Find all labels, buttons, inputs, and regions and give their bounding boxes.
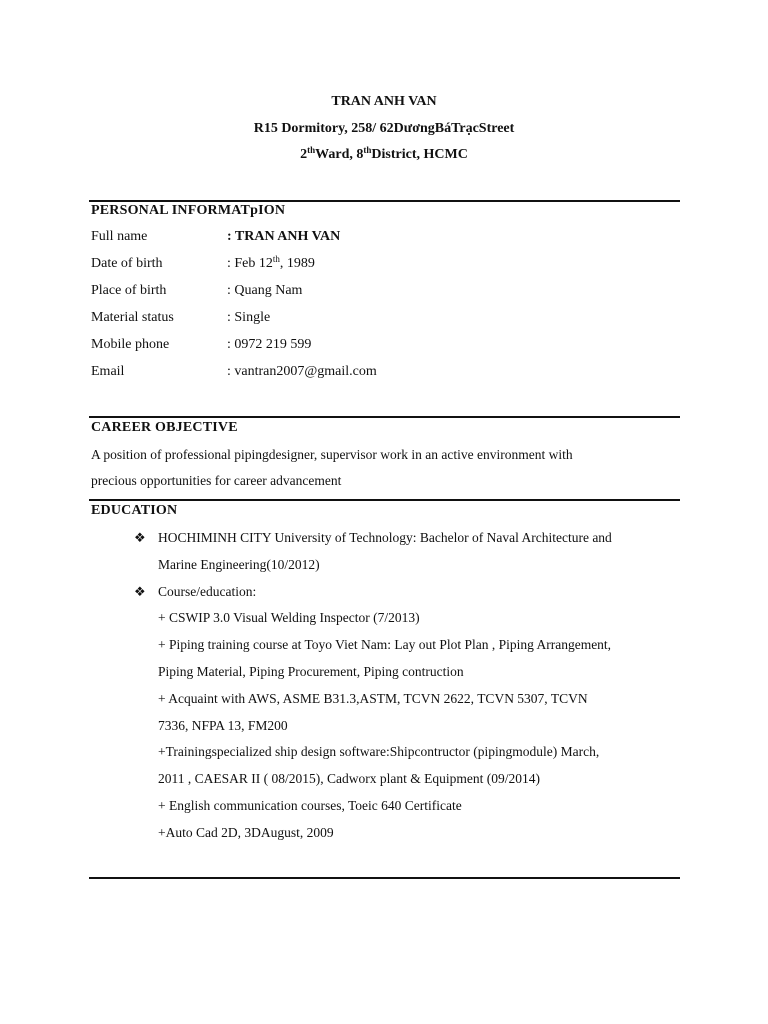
email-value: : vantran2007@gmail.com — [227, 364, 377, 379]
divider — [89, 877, 680, 879]
mobile-value: : 0972 219 599 — [227, 337, 312, 352]
marital-status-label: Material status — [91, 310, 174, 325]
district-suffix: th — [363, 145, 372, 155]
ward-suffix: th — [307, 145, 316, 155]
full-name-label: Full name — [91, 229, 148, 244]
email-label: Email — [91, 364, 125, 379]
address-line-2 — [0, 147, 768, 163]
mobile-label: Mobile phone — [91, 337, 170, 352]
education-heading: EDUCATION — [91, 503, 178, 518]
diamond-bullet-icon: ❖ — [134, 530, 146, 545]
pob-value: : Quang Nam — [227, 283, 303, 298]
dob-label: Date of birth — [91, 256, 163, 271]
dob-year: , 1989 — [279, 256, 315, 271]
marital-status-value: : Single — [227, 310, 271, 325]
ward-number: 2 — [300, 147, 308, 162]
career-objective-line: A position of professional pipingdesigner, supervisor work in an active environment with — [91, 447, 573, 462]
education-item: HOCHIMINH CITY University of Technology: Bachelor of Naval Architecture and — [158, 530, 612, 545]
personal-info-heading: PERSONAL INFORMATpION — [91, 203, 286, 218]
career-objective-line: precious opportunities for career advancement — [91, 473, 342, 488]
full-name-value: : TRAN ANH VAN — [227, 229, 341, 244]
ward-text: Ward, 8 — [315, 147, 364, 162]
course-line: + English communication courses, Toeic 640 Certificate — [158, 798, 462, 813]
course-line: + Acquaint with AWS, ASME B31.3,ASTM, TCVN 2622, TCVN 5307, TCVN — [158, 691, 588, 706]
district-text: District, HCMC — [371, 147, 468, 162]
career-objective-heading: CAREER OBJECTIVE — [91, 420, 238, 435]
education-item-continued: Marine Engineering(10/2012) — [158, 557, 320, 572]
address-line-1: R15 Dormitory, 258/ 62DươngBáTrạcStreet — [253, 121, 515, 136]
dob-suffix: th — [272, 254, 280, 264]
pob-label: Place of birth — [91, 283, 167, 298]
course-line: Piping Material, Piping Procurement, Piping contruction — [158, 664, 464, 679]
divider — [89, 499, 680, 501]
course-education-label: Course/education: — [158, 584, 257, 599]
course-line: + Piping training course at Toyo Viet Nam: Lay out Plot Plan , Piping Arrangement, — [158, 637, 612, 652]
course-line: +Trainingspecialized ship design software:Shipcontructor (pipingmodule) March, — [158, 744, 600, 759]
divider — [89, 200, 680, 202]
dob-value — [227, 256, 315, 272]
diamond-bullet-icon: ❖ — [134, 584, 146, 599]
course-line: + CSWIP 3.0 Visual Welding Inspector (7/2013) — [158, 610, 420, 625]
course-line: +Auto Cad 2D, 3DAugust, 2009 — [158, 825, 334, 840]
course-line: 7336, NFPA 13, FM200 — [158, 718, 288, 733]
divider — [89, 416, 680, 418]
dob-value-main: : Feb 12 — [227, 256, 273, 271]
applicant-name: TRAN ANH VAN — [331, 94, 437, 109]
course-line: 2011 , CAESAR II ( 08/2015), Cadworx plant & Equipment (09/2014) — [158, 771, 540, 786]
